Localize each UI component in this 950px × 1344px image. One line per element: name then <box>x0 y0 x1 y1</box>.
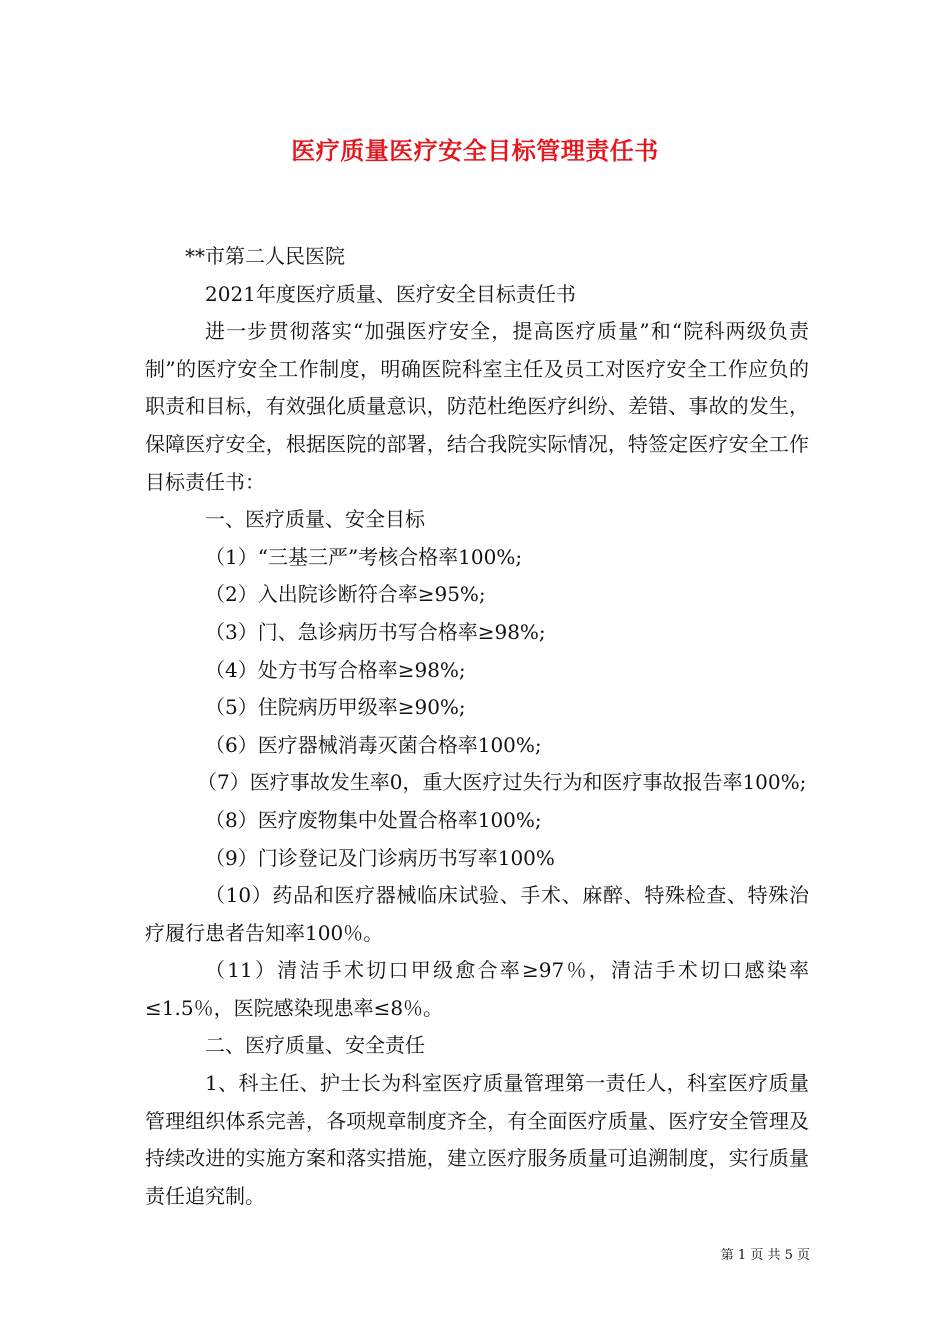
subtitle: 2021年度医疗质量、医疗安全目标责任书 <box>205 281 576 306</box>
section-heading-2: 二、医疗质量、安全责任 <box>205 1033 425 1058</box>
target-item: （3）门、急诊病历书写合格率≥98%; <box>205 619 546 644</box>
document-title: 医疗质量医疗安全目标管理责任书 <box>291 136 659 165</box>
target-item: （5）住院病历甲级率≥90%; <box>205 695 466 720</box>
document-body <box>145 238 809 1215</box>
target-item: （1）“三基三严”考核合格率100%; <box>205 544 523 569</box>
section-heading-1: 一、医疗质量、安全目标 <box>205 507 425 532</box>
target-item: （6）医疗器械消毒灭菌合格率100%; <box>205 732 542 757</box>
target-item: （2）入出院诊断符合率≥95%; <box>205 582 486 607</box>
target-item: （10）药品和医疗器械临床试验、手术、麻醉、特殊检查、特殊治疗履行患者告知率100％。 <box>145 883 809 945</box>
responsibility-paragraph: 1、科主任、护士长为科室医疗质量管理第一责任人，科室医疗质量管理组织体系完善，各项规章制度齐全，有全面医疗质量、医疗安全管理及持续改进的实施方案和落实措施，建立医疗服务质量可追溯制度，实行质量责任追究制。 <box>145 1071 809 1208</box>
target-item: （4）处方书写合格率≥98%; <box>205 657 466 682</box>
intro-paragraph: 进一步贯彻落实“加强医疗安全，提高医疗质量”和“院科两级负责制”的医疗安全工作制度，明确医院科室主任及员工对医疗安全工作应负的职责和目标，有效强化质量意识，防范杜绝医疗纠纷、差错、事故的发生，保障医疗安全，根据医院的部署，结合我院实际情况，特签定医疗安全工作目标责任书： <box>145 319 809 494</box>
target-item: （9）门诊登记及门诊病历书写率100% <box>205 845 555 870</box>
target-item: （7）医疗事故发生率0，重大医疗过失行为和医疗事故报告率100%; <box>197 770 807 795</box>
target-item: （11）清洁手术切口甲级愈合率≥97％，清洁手术切口感染率≤1.5％，医院感染现患率≤8％。 <box>145 958 809 1020</box>
page-number: 第 1 页 共 5 页 <box>720 1248 810 1263</box>
hospital-name: **市第二人民医院 <box>185 244 345 268</box>
target-item: （8）医疗废物集中处置合格率100%; <box>205 807 542 832</box>
